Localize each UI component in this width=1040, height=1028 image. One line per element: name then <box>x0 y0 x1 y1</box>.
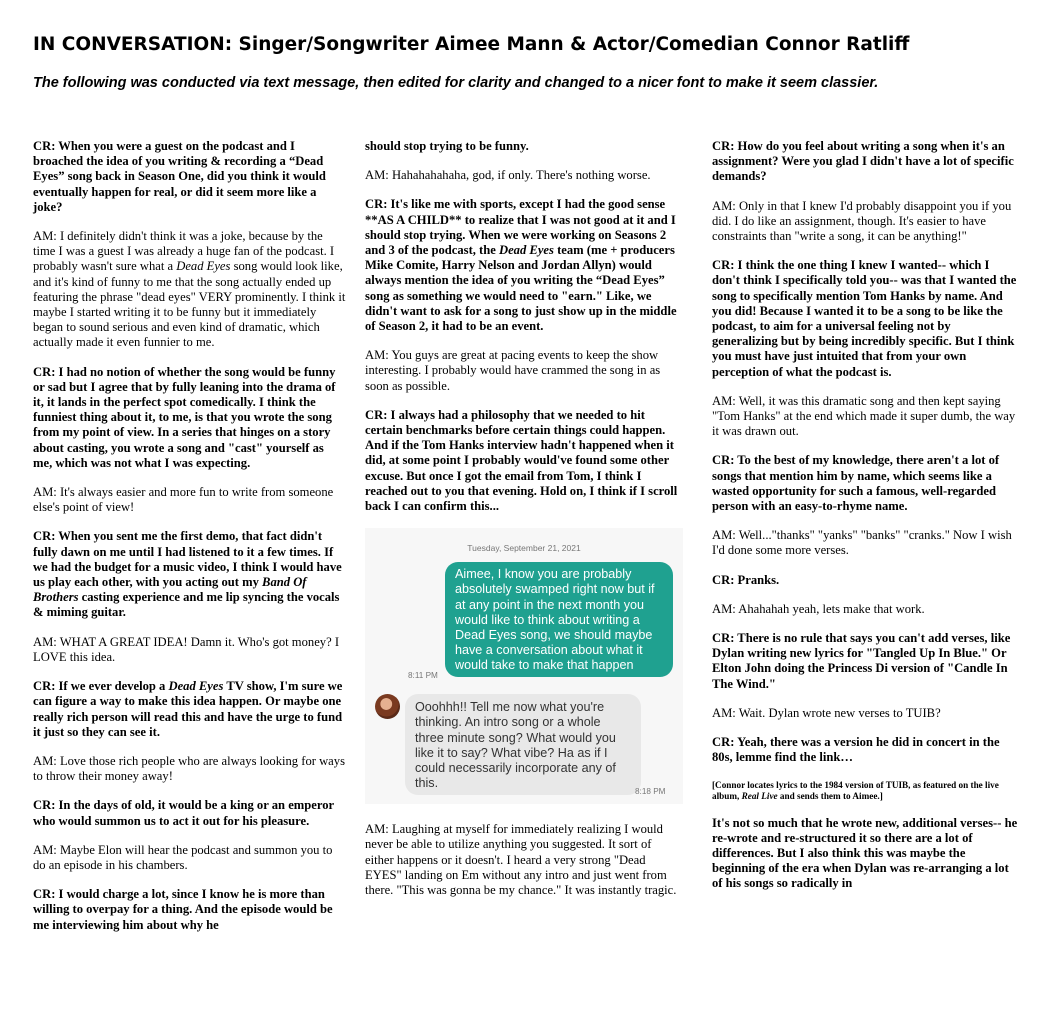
answer-paragraph: AM: Well..."thanks" "yanks" "banks" "cranks." Now I wish I'd done some more verses. <box>712 528 1012 558</box>
question-paragraph: CR: I had no notion of whether the song would be funny or sad but I agree that by fully leaning into the drama of it, it lands in the perfect spot comedically. I think the funniest thing about it, to me, is that you wrote the song from my point of view. In a series that hinges on a story about casting, you wrote a song and "cast" yourself as me, which was not what I was expecting. <box>33 364 336 470</box>
answer-paragraph: AM: Hahahahahaha, god, if only. There's nothing worse. <box>365 168 651 183</box>
answer-paragraph: AM: Only in that I knew I'd probably disappoint you if you did. I do like an assignment, though. It's easier to have constraints than "write a song, it can be anything!" <box>712 198 1012 244</box>
incoming-message-time: 8:18 PM <box>635 787 666 797</box>
answer-paragraph: AM: It's always easier and more fun to write from someone else's point of view! <box>33 485 334 515</box>
avatar <box>375 694 400 719</box>
page-subtitle: The following was conducted via text message, then edited for clarity and changed to a nicer font to make it seem classier. <box>33 75 879 91</box>
incoming-message-bubble: Ooohhh!! Tell me now what you're thinking. An intro song or a whole three minute song? What would you like it to say? What vibe? Ha as if I could necessarily incorporate any of this. <box>405 694 641 795</box>
question-paragraph: CR: I always had a philosophy that we needed to hit certain benchmarks before certain things could happen. And if the Tom Hanks interview hadn't happened when it did, at some point I probably would've found some other excuse. But once I got the email from Tom, I think I reached out to you that evening. Hold on, I think if I scroll back I can confirm this... <box>365 407 678 514</box>
question-paragraph: CR: I would charge a lot, since I know he is more than willing to overpay for a thing. And the episode would be me interviewing him about why he <box>33 887 333 932</box>
answer-paragraph: AM: Well, it was this dramatic song and then kept saying "Tom Hanks" at the end which made it super dumb, the way it was drawn out. <box>712 393 1016 439</box>
question-paragraph: CR: Yeah, there was a version he did in concert in the 80s, lemme find the link… <box>712 735 1000 765</box>
outgoing-message-time: 8:11 PM <box>408 671 438 681</box>
question-paragraph: CR: It's like me with sports, except I had the good sense **AS A CHILD** to realize that I was not good at it and I should stop trying. When we were working on Seasons 2 and 3 of the podcast, the Dead Eyes team (me + producers Mike Comite, Harry Nelson and Jordan Allyn) would always mention the idea of you writing the “Dead Eyes” song as something we would need to "earn." Like, we didn't want to ask for a song to just show up in the middle of Season 2, it had to be an event. <box>365 197 677 334</box>
question-paragraph: CR: How do you feel about writing a song when it's an assignment? Were you glad I didn't have a lot of specific demands? <box>712 139 1014 184</box>
answer-paragraph: AM: You guys are great at pacing events to keep the show interesting. I probably would have crammed the song in as soon as possible. <box>365 348 661 393</box>
question-paragraph: It's not so much that he wrote new, additional verses-- he re-wrote and re-structured it so there are a lot of differences. But I also think this was maybe the beginning of the era when Dylan was re-arranging a lot of his songs so radically in <box>712 815 1018 891</box>
answer-paragraph: AM: WHAT A GREAT IDEA! Damn it. Who's got money? I LOVE this idea. <box>33 634 340 664</box>
column-3 <box>712 139 1018 906</box>
answer-paragraph: AM: Ahahahah yeah, lets make that work. <box>712 601 925 616</box>
question-paragraph: CR: If we ever develop a Dead Eyes TV show, I'm sure we can figure a way to make this idea happen. Or maybe one really rich person will read this and have the urge to fund it just so they can see it. <box>33 679 343 739</box>
question-paragraph: CR: Pranks. <box>712 572 780 587</box>
answer-paragraph: AM: Laughing at myself for immediately realizing I would never be able to utilize anything you suggested. It sort of either happens or it doesn't. I heard a very strong "Dead EYES" landing on Em without any intro and just went from there. "This was gonna be my chance." It was instantly tragic. <box>365 822 677 898</box>
editor-note: [Connor locates lyrics to the 1984 version of TUIB, as featured on the live album, Real Live and sends them to Aimee.] <box>712 779 999 801</box>
question-paragraph: CR: There is no rule that says you can't add verses, like Dylan writing new lyrics for "Tangled Up In Blue." Or Elton John doing the Princess Di version of "Candle In The Wind." <box>712 631 1011 691</box>
answer-paragraph: AM: Maybe Elon will hear the podcast and summon you to do an episode in his chambers. <box>33 842 333 872</box>
answer-paragraph: AM: Wait. Dylan wrote new verses to TUIB? <box>712 705 941 720</box>
column-1 <box>33 139 346 947</box>
outgoing-message-bubble: Aimee, I know you are probably absolutely swamped right now but if at any point in the next month you would like to think about writing a Dead Eyes song, we should maybe have a conversation about what it would take to make that happen <box>445 562 673 676</box>
column-2 <box>365 139 683 912</box>
answer-paragraph: AM: I definitely didn't think it was a joke, because by the time I was a guest I was already a huge fan of the podcast. I probably wasn't sure what a Dead Eyes song would look like, and it's kind of funny to me that the song actually ended up featuring the phrase "dead eyes" VERY prominently. I think it maybe I started writing it to be funny but it immediately began to sound serious and even kind of dramatic, which actually made it even funnier to me. <box>33 229 346 350</box>
answer-paragraph: AM: Love those rich people who are always looking for ways to throw their money away! <box>33 753 345 784</box>
question-paragraph: CR: In the days of old, it would be a king or an emperor who would summon us to act it out for his pleasure. <box>33 798 334 828</box>
question-paragraph: CR: When you sent me the first demo, that fact didn't fully dawn on me until I had listened to it a few times. If we had the budget for a music video, I think I would have us play each other, with you acting out my Band Of Brothers casting experience and me lip syncing the vocals & miming guitar. <box>33 529 342 620</box>
question-paragraph: CR: To the best of my knowledge, there aren't a lot of songs that mention him by name, which seems like a wasted opportunity for such a famous, well-regarded person with an easy-to-rhyme name. <box>712 453 1000 514</box>
question-paragraph: should stop trying to be funny. <box>365 139 529 153</box>
text-message-screenshot <box>365 528 683 804</box>
message-date: Tuesday, September 21, 2021 <box>467 543 581 554</box>
question-paragraph: CR: I think the one thing I knew I wanted-- which I don't think I specifically told you-- was that I wanted the song to specifically mention Tom Hanks by name. And you did! Because I wanted it to be a song to be like the podcast, to aim for a universal feeling not by generalizing but by being incredibly specific. But I think you must have just intuited that from your own perception of what the podcast is. <box>712 258 1017 379</box>
page-title: IN CONVERSATION: Singer/Songwriter Aimee Mann & Actor/Comedian Connor Ratliff <box>33 34 910 55</box>
question-paragraph: CR: When you were a guest on the podcast and I broached the idea of you writing & recording a “Dead Eyes” song back in Season One, did you think it would eventually happen for real, or did it seem more like a joke? <box>33 139 326 214</box>
